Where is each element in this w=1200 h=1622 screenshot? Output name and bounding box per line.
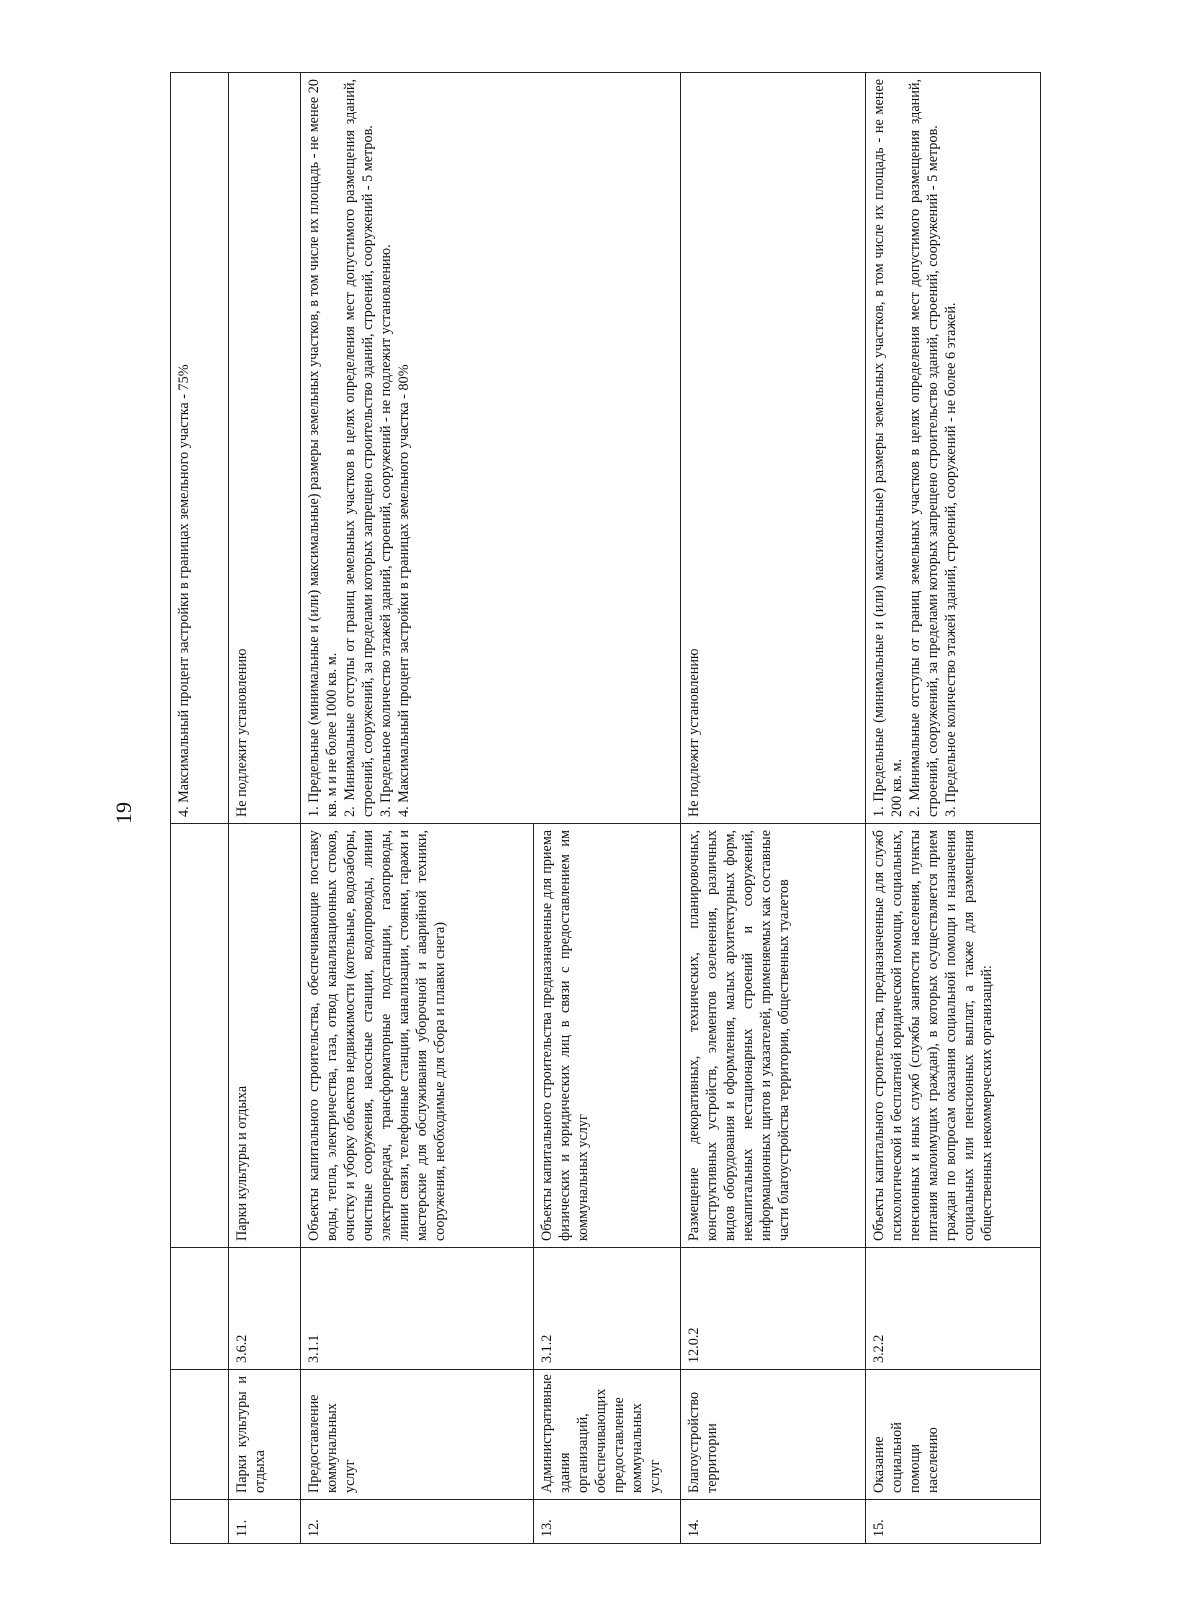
row-number: 11. [229, 1500, 301, 1544]
use-description: Размещение декоративных, технических, планировочных, конструктивных устройств, элементов озеленения, различных видов оборудования и оформления, малых архитектурных форм, некапитальных нестационарных строений и сооружений, информационных щитов и указателей, применяемых как составные части благоустройства территории, общественных туалетов [681, 824, 866, 1248]
use-description: Парки культуры и отдыха [229, 824, 301, 1248]
row-number: 12. [301, 1500, 534, 1544]
table-row [866, 73, 1041, 1544]
limit-item: 2. Минимальные отступы от границ земельных участков в целях определения мест допустимого размещения зданий, строений, сооружений, за пределами которых запрещено строительство зданий, строений, сооружений - 5 метров. [907, 79, 941, 817]
limit-item: 1. Предельные (минимальные и (или) максимальные) размеры земельных участков, в том числе их площадь - не менее 200 кв. м. [871, 79, 905, 817]
table-row [301, 73, 534, 1544]
use-description: Объекты капитального строительства предназначенные для приема физических и юридических лиц в связи с предоставлением им коммунальных услуг [534, 824, 681, 1248]
row-number: 15. [866, 1500, 1041, 1544]
use-code: 3.1.1 [301, 1248, 534, 1370]
page-number: 19 [111, 802, 136, 824]
limits-cell [866, 73, 1041, 824]
use-code: 3.2.2 [866, 1248, 1041, 1370]
use-code: 3.1.2 [534, 1248, 681, 1370]
row-number: 14. [681, 1500, 866, 1544]
limits-cell [301, 73, 681, 824]
limit-item: 4. Максимальный процент застройки в границах земельного участка - 80% [396, 364, 412, 817]
limits-cell: Не подлежит установлению [681, 73, 866, 824]
limits-cell: Не подлежит установлению [229, 73, 301, 824]
row-number [171, 1500, 229, 1544]
limit-item: 1. Предельные (минимальные и (или) максимальные) размеры земельных участков, в том числе их площадь - не менее 20 кв. м и не более 1000 кв. м. [306, 79, 340, 817]
limits-cell [171, 73, 229, 824]
limit-item: 3. Предельное количество этажей зданий, строений, сооружений - не более 6 этажей. [943, 302, 959, 817]
limit-item: 3. Предельное количество этажей зданий, строений, сооружений - не подлежит установлению. [378, 244, 394, 817]
use-type-name: Административные здания организаций, обеспечивающих предоставление коммунальных услуг [534, 1370, 681, 1500]
limit-item: 2. Минимальные отступы от границ земельных участков в целях определения мест допустимого размещения зданий, строений, сооружений, за пределами которых запрещено строительство зданий, строений, сооружений - 5 метров. [342, 79, 376, 817]
land-use-table [170, 72, 1041, 1544]
use-description [171, 824, 229, 1248]
use-type-name [171, 1370, 229, 1500]
use-type-name: Парки культуры и отдыха [229, 1370, 301, 1500]
use-description: Объекты капитального строительства, обеспечивающие поставку воды, тепла, электричества, газа, отвод канализационных стоков, очистку и уборку объектов недвижимости (котельные, водозаборы, очистные сооружения, насосные станции, водопроводы, линии электропередач, трансформаторные подстанции, газопроводы, линии связи, телефонные станции, канализации, стоянки, гаражи и мастерские для обслуживания уборочной и аварийной техники, сооружения, необходимые для сбора и плавки снега) [301, 824, 534, 1248]
rotated-table-container [170, 73, 1040, 1544]
use-code [171, 1248, 229, 1370]
table-row [681, 73, 866, 1544]
use-type-name: Оказание социальной помощи населению [866, 1370, 1041, 1500]
use-code: 3.6.2 [229, 1248, 301, 1370]
use-type-name: Благоустройство территории [681, 1370, 866, 1500]
use-code: 12.0.2 [681, 1248, 866, 1370]
table-row [171, 73, 229, 1544]
row-number: 13. [534, 1500, 681, 1544]
use-type-name: Предоставление коммунальных услуг [301, 1370, 534, 1500]
limit-item: 4. Максимальный процент застройки в границах земельного участка - 75% [176, 364, 192, 817]
table-row [229, 73, 301, 1544]
use-description: Объекты капитального строительства, предназначенные для служб психологической и бесплатной юридической помощи, социальных, пенсионных и иных служб (службы занятости населения, пункты питания малоимущих граждан), в которых осуществляется прием граждан по вопросам оказания социальной помощи и назначения социальных или пенсионных выплат, а также для размещения общественных некоммерческих организаций: [866, 824, 1041, 1248]
